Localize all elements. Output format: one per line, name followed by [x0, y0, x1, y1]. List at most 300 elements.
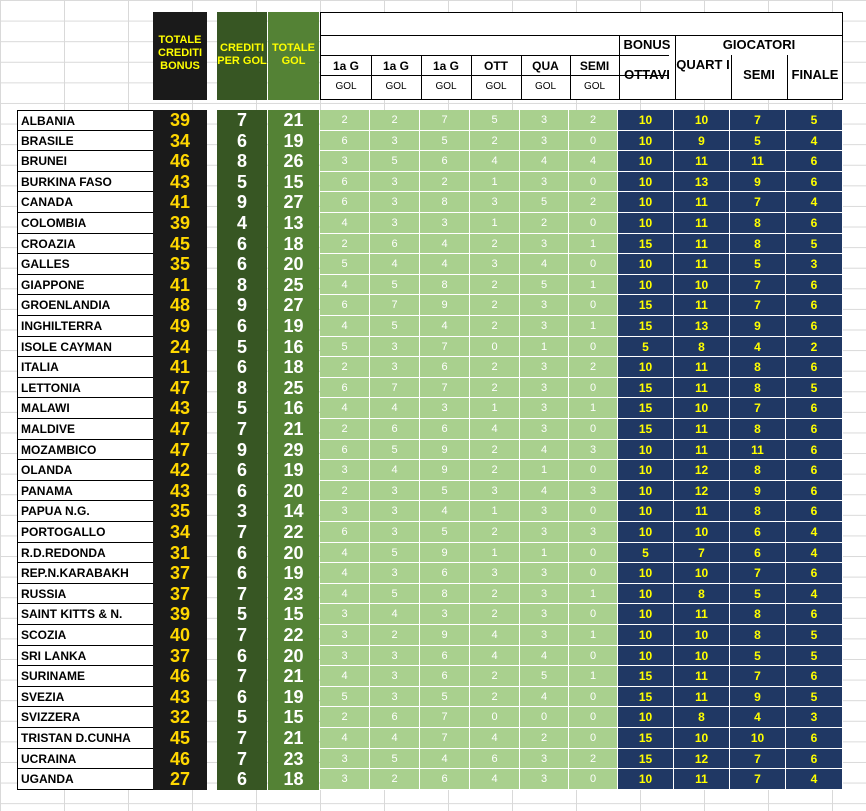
goal-cell[interactable]: 9 — [420, 440, 470, 461]
team-name-cell[interactable]: REP.N.KARABAKH — [17, 563, 154, 584]
goal-cell[interactable]: 4 — [370, 254, 420, 275]
bonus-cell[interactable]: 6 — [786, 604, 843, 625]
goal-cell[interactable]: 9 — [420, 543, 470, 564]
bonus-cell[interactable]: 5 — [618, 543, 674, 564]
team-name-cell[interactable]: TRISTAN D.CUNHA — [17, 728, 154, 749]
goal-cell[interactable]: 4 — [320, 666, 370, 687]
goal-cell[interactable]: 2 — [470, 440, 520, 461]
credits-per-goal-cell[interactable]: 6 — [217, 543, 267, 564]
total-credits-bonus-cell[interactable]: 24 — [153, 337, 207, 358]
table-row[interactable] — [17, 378, 843, 399]
goal-cell[interactable]: 0 — [569, 419, 618, 440]
goal-cell[interactable]: 3 — [370, 646, 420, 667]
table-row[interactable] — [17, 481, 843, 502]
goal-cell[interactable]: 2 — [569, 357, 618, 378]
bonus-cell[interactable]: 15 — [618, 728, 674, 749]
goal-cell[interactable]: 1 — [569, 584, 618, 605]
goal-cell[interactable]: 2 — [470, 584, 520, 605]
total-goals-cell[interactable]: 25 — [268, 275, 319, 296]
total-goals-cell[interactable]: 25 — [268, 378, 319, 399]
credits-per-goal-cell[interactable]: 7 — [217, 625, 267, 646]
total-credits-bonus-cell[interactable]: 43 — [153, 687, 207, 708]
goal-cell[interactable]: 6 — [420, 769, 470, 790]
goal-cell[interactable]: 8 — [420, 275, 470, 296]
goal-cell[interactable]: 2 — [320, 481, 370, 502]
table-row[interactable] — [17, 131, 843, 152]
bonus-cell[interactable]: 10 — [674, 646, 730, 667]
bonus-cell[interactable]: 4 — [786, 769, 843, 790]
goal-cell[interactable]: 2 — [520, 728, 569, 749]
team-name-cell[interactable]: SRI LANKA — [17, 646, 154, 667]
team-name-cell[interactable]: MOZAMBICO — [17, 440, 154, 461]
goal-cell[interactable]: 0 — [569, 563, 618, 584]
goal-cell[interactable]: 3 — [470, 192, 520, 213]
goal-cell[interactable]: 2 — [320, 234, 370, 255]
credits-per-goal-cell[interactable]: 7 — [217, 666, 267, 687]
total-goals-cell[interactable]: 23 — [268, 749, 319, 770]
goal-cell[interactable]: 1 — [520, 543, 569, 564]
bonus-cell[interactable]: 6 — [786, 295, 843, 316]
bonus-cell[interactable]: 11 — [674, 769, 730, 790]
bonus-cell[interactable]: 6 — [786, 481, 843, 502]
bonus-cell[interactable]: 15 — [618, 749, 674, 770]
bonus-cell[interactable]: 7 — [674, 543, 730, 564]
bonus-cell[interactable]: 15 — [618, 666, 674, 687]
goal-cell[interactable]: 0 — [569, 295, 618, 316]
bonus-cell[interactable]: 10 — [618, 275, 674, 296]
goal-cell[interactable]: 5 — [370, 440, 420, 461]
bonus-cell[interactable]: 4 — [786, 522, 843, 543]
total-credits-bonus-cell[interactable]: 48 — [153, 295, 207, 316]
team-name-cell[interactable]: GIAPPONE — [17, 275, 154, 296]
bonus-cell[interactable]: 8 — [730, 378, 786, 399]
bonus-cell[interactable]: 11 — [674, 254, 730, 275]
goal-cell[interactable]: 5 — [320, 687, 370, 708]
goal-cell[interactable]: 3 — [520, 316, 569, 337]
table-row[interactable] — [17, 254, 843, 275]
credits-per-goal-cell[interactable]: 7 — [217, 419, 267, 440]
goal-cell[interactable]: 7 — [370, 295, 420, 316]
table-row[interactable] — [17, 604, 843, 625]
total-goals-cell[interactable]: 19 — [268, 131, 319, 152]
credits-per-goal-cell[interactable]: 9 — [217, 440, 267, 461]
goal-cell[interactable]: 4 — [320, 398, 370, 419]
goal-cell[interactable]: 3 — [420, 398, 470, 419]
goal-cell[interactable]: 7 — [420, 337, 470, 358]
goal-cell[interactable]: 9 — [420, 625, 470, 646]
team-name-cell[interactable]: SAINT KITTS & N. — [17, 604, 154, 625]
credits-per-goal-cell[interactable]: 7 — [217, 522, 267, 543]
goal-cell[interactable]: 4 — [470, 419, 520, 440]
team-name-cell[interactable]: BRUNEI — [17, 151, 154, 172]
credits-per-goal-cell[interactable]: 6 — [217, 646, 267, 667]
header-crediti-per-gol[interactable]: CREDITI PER GOL — [217, 12, 267, 100]
bonus-cell[interactable]: 10 — [618, 707, 674, 728]
goal-cell[interactable]: 4 — [420, 254, 470, 275]
bonus-cell[interactable]: 11 — [674, 151, 730, 172]
header-gol-column[interactable]: QUA — [532, 59, 559, 73]
team-name-cell[interactable]: SVIZZERA — [17, 707, 154, 728]
goal-cell[interactable]: 3 — [520, 584, 569, 605]
bonus-cell[interactable]: 10 — [618, 460, 674, 481]
header-bonus-column[interactable]: SEMI — [743, 67, 775, 82]
bonus-cell[interactable]: 11 — [674, 378, 730, 399]
total-goals-cell[interactable]: 13 — [268, 213, 319, 234]
goal-cell[interactable]: 4 — [470, 625, 520, 646]
credits-per-goal-cell[interactable]: 9 — [217, 295, 267, 316]
goal-cell[interactable]: 4 — [370, 604, 420, 625]
bonus-cell[interactable]: 15 — [618, 316, 674, 337]
bonus-cell[interactable]: 15 — [618, 419, 674, 440]
goal-cell[interactable]: 4 — [520, 481, 569, 502]
goal-cell[interactable]: 3 — [569, 481, 618, 502]
credits-per-goal-cell[interactable]: 8 — [217, 378, 267, 399]
header-gol-column[interactable]: OTT — [484, 59, 508, 73]
total-goals-cell[interactable]: 16 — [268, 337, 319, 358]
goal-cell[interactable]: 6 — [420, 563, 470, 584]
goal-cell[interactable]: 2 — [470, 687, 520, 708]
goal-cell[interactable]: 3 — [470, 563, 520, 584]
bonus-cell[interactable]: 6 — [730, 543, 786, 564]
bonus-cell[interactable]: 12 — [674, 460, 730, 481]
team-name-cell[interactable]: UGANDA — [17, 769, 154, 790]
team-name-cell[interactable]: PANAMA — [17, 481, 154, 502]
bonus-cell[interactable]: 10 — [618, 131, 674, 152]
header-bonus-column[interactable]: OTTAVI — [624, 67, 670, 82]
total-credits-bonus-cell[interactable]: 37 — [153, 646, 207, 667]
table-row[interactable] — [17, 419, 843, 440]
goal-cell[interactable]: 3 — [520, 172, 569, 193]
team-name-cell[interactable]: PORTOGALLO — [17, 522, 154, 543]
goal-cell[interactable]: 0 — [569, 646, 618, 667]
credits-per-goal-cell[interactable]: 8 — [217, 151, 267, 172]
goal-cell[interactable]: 7 — [420, 707, 470, 728]
bonus-cell[interactable]: 7 — [730, 275, 786, 296]
goal-cell[interactable]: 4 — [520, 646, 569, 667]
goal-cell[interactable]: 2 — [470, 378, 520, 399]
bonus-cell[interactable]: 4 — [730, 707, 786, 728]
goal-cell[interactable]: 6 — [370, 707, 420, 728]
goal-cell[interactable]: 5 — [370, 275, 420, 296]
bonus-cell[interactable]: 15 — [618, 295, 674, 316]
goal-cell[interactable]: 4 — [470, 646, 520, 667]
table-row[interactable] — [17, 543, 843, 564]
goal-cell[interactable]: 3 — [370, 481, 420, 502]
goal-cell[interactable]: 1 — [520, 460, 569, 481]
goal-cell[interactable]: 1 — [569, 316, 618, 337]
goal-cell[interactable]: 1 — [569, 625, 618, 646]
bonus-cell[interactable]: 10 — [618, 501, 674, 522]
goal-cell[interactable]: 3 — [520, 604, 569, 625]
goal-cell[interactable]: 3 — [320, 151, 370, 172]
bonus-cell[interactable]: 7 — [730, 110, 786, 131]
bonus-cell[interactable]: 8 — [674, 707, 730, 728]
goal-cell[interactable]: 0 — [520, 707, 569, 728]
total-goals-cell[interactable]: 21 — [268, 666, 319, 687]
team-name-cell[interactable]: ITALIA — [17, 357, 154, 378]
bonus-cell[interactable]: 6 — [786, 151, 843, 172]
total-credits-bonus-cell[interactable]: 43 — [153, 481, 207, 502]
goal-cell[interactable]: 3 — [520, 501, 569, 522]
table-row[interactable] — [17, 275, 843, 296]
goal-cell[interactable]: 3 — [520, 563, 569, 584]
header-bonus-column[interactable]: QUART I — [676, 57, 730, 72]
total-goals-cell[interactable]: 20 — [268, 254, 319, 275]
goal-cell[interactable]: 4 — [320, 275, 370, 296]
goal-cell[interactable]: 2 — [320, 419, 370, 440]
bonus-cell[interactable]: 5 — [786, 625, 843, 646]
bonus-cell[interactable]: 7 — [730, 769, 786, 790]
table-row[interactable] — [17, 707, 843, 728]
goal-cell[interactable]: 4 — [420, 234, 470, 255]
goal-cell[interactable]: 6 — [370, 234, 420, 255]
total-credits-bonus-cell[interactable]: 37 — [153, 563, 207, 584]
total-goals-cell[interactable]: 15 — [268, 172, 319, 193]
bonus-cell[interactable]: 6 — [786, 398, 843, 419]
bonus-cell[interactable]: 6 — [786, 460, 843, 481]
bonus-cell[interactable]: 4 — [786, 131, 843, 152]
table-row[interactable] — [17, 666, 843, 687]
total-goals-cell[interactable]: 27 — [268, 192, 319, 213]
bonus-cell[interactable]: 11 — [730, 151, 786, 172]
bonus-cell[interactable]: 8 — [730, 501, 786, 522]
table-row[interactable] — [17, 337, 843, 358]
bonus-cell[interactable]: 7 — [730, 398, 786, 419]
table-row[interactable] — [17, 749, 843, 770]
goal-cell[interactable]: 4 — [520, 151, 569, 172]
goal-cell[interactable]: 3 — [470, 481, 520, 502]
header-giocatori[interactable]: GIOCATORI — [722, 37, 796, 52]
total-credits-bonus-cell[interactable]: 39 — [153, 604, 207, 625]
goal-cell[interactable]: 5 — [470, 110, 520, 131]
bonus-cell[interactable]: 12 — [674, 749, 730, 770]
goal-cell[interactable]: 5 — [370, 316, 420, 337]
total-credits-bonus-cell[interactable]: 46 — [153, 666, 207, 687]
goal-cell[interactable]: 3 — [520, 398, 569, 419]
table-row[interactable] — [17, 625, 843, 646]
table-row[interactable] — [17, 357, 843, 378]
credits-per-goal-cell[interactable]: 5 — [217, 398, 267, 419]
total-goals-cell[interactable]: 18 — [268, 357, 319, 378]
bonus-cell[interactable]: 9 — [674, 131, 730, 152]
goal-cell[interactable]: 5 — [420, 522, 470, 543]
goal-cell[interactable]: 1 — [520, 337, 569, 358]
goal-cell[interactable]: 5 — [520, 192, 569, 213]
goal-cell[interactable]: 2 — [470, 357, 520, 378]
bonus-cell[interactable]: 9 — [730, 481, 786, 502]
table-row[interactable] — [17, 563, 843, 584]
total-goals-cell[interactable]: 18 — [268, 769, 319, 790]
goal-cell[interactable]: 5 — [370, 584, 420, 605]
team-name-cell[interactable]: MALAWI — [17, 398, 154, 419]
goal-cell[interactable]: 1 — [470, 501, 520, 522]
bonus-cell[interactable]: 5 — [618, 337, 674, 358]
bonus-cell[interactable]: 6 — [730, 522, 786, 543]
total-goals-cell[interactable]: 27 — [268, 295, 319, 316]
goal-cell[interactable]: 2 — [470, 666, 520, 687]
goal-cell[interactable]: 2 — [569, 192, 618, 213]
bonus-cell[interactable]: 10 — [674, 275, 730, 296]
goal-cell[interactable]: 5 — [420, 481, 470, 502]
table-row[interactable] — [17, 213, 843, 234]
bonus-cell[interactable]: 10 — [674, 625, 730, 646]
goal-cell[interactable]: 0 — [569, 172, 618, 193]
team-name-cell[interactable]: RUSSIA — [17, 584, 154, 605]
total-goals-cell[interactable]: 26 — [268, 151, 319, 172]
goal-cell[interactable]: 0 — [569, 460, 618, 481]
goal-cell[interactable]: 4 — [320, 543, 370, 564]
team-name-cell[interactable]: UCRAINA — [17, 749, 154, 770]
bonus-cell[interactable]: 11 — [730, 440, 786, 461]
header-gol-column[interactable]: 1a G — [332, 59, 359, 73]
bonus-cell[interactable]: 5 — [730, 646, 786, 667]
table-row[interactable] — [17, 501, 843, 522]
goal-cell[interactable]: 1 — [470, 398, 520, 419]
goal-cell[interactable]: 0 — [569, 378, 618, 399]
bonus-cell[interactable]: 6 — [786, 172, 843, 193]
credits-per-goal-cell[interactable]: 7 — [217, 584, 267, 605]
bonus-cell[interactable]: 8 — [730, 460, 786, 481]
table-row[interactable] — [17, 110, 843, 131]
bonus-cell[interactable]: 10 — [618, 604, 674, 625]
goal-cell[interactable]: 7 — [420, 110, 470, 131]
goal-cell[interactable]: 4 — [470, 728, 520, 749]
team-name-cell[interactable]: BRASILE — [17, 131, 154, 152]
credits-per-goal-cell[interactable]: 7 — [217, 749, 267, 770]
bonus-cell[interactable]: 5 — [786, 378, 843, 399]
table-row[interactable] — [17, 522, 843, 543]
bonus-cell[interactable]: 10 — [618, 481, 674, 502]
bonus-cell[interactable]: 7 — [730, 666, 786, 687]
total-goals-cell[interactable]: 19 — [268, 687, 319, 708]
goal-cell[interactable]: 2 — [520, 213, 569, 234]
total-goals-cell[interactable]: 29 — [268, 440, 319, 461]
total-goals-cell[interactable]: 20 — [268, 646, 319, 667]
bonus-cell[interactable]: 8 — [674, 584, 730, 605]
bonus-cell[interactable]: 6 — [786, 501, 843, 522]
total-goals-cell[interactable]: 15 — [268, 604, 319, 625]
total-goals-cell[interactable]: 23 — [268, 584, 319, 605]
bonus-cell[interactable]: 7 — [730, 563, 786, 584]
team-name-cell[interactable]: CROAZIA — [17, 234, 154, 255]
goal-cell[interactable]: 6 — [320, 192, 370, 213]
bonus-cell[interactable]: 10 — [618, 151, 674, 172]
team-name-cell[interactable]: CANADA — [17, 192, 154, 213]
header-bonus-column[interactable]: FINALE — [791, 67, 839, 82]
total-goals-cell[interactable]: 20 — [268, 481, 319, 502]
credits-per-goal-cell[interactable]: 6 — [217, 687, 267, 708]
bonus-cell[interactable]: 10 — [674, 522, 730, 543]
team-name-cell[interactable]: SVEZIA — [17, 687, 154, 708]
total-credits-bonus-cell[interactable]: 41 — [153, 357, 207, 378]
goal-cell[interactable]: 4 — [320, 316, 370, 337]
goal-cell[interactable]: 4 — [370, 460, 420, 481]
goal-cell[interactable]: 1 — [569, 234, 618, 255]
goal-cell[interactable]: 6 — [420, 357, 470, 378]
credits-per-goal-cell[interactable]: 6 — [217, 357, 267, 378]
goal-cell[interactable]: 0 — [569, 131, 618, 152]
total-credits-bonus-cell[interactable]: 32 — [153, 707, 207, 728]
total-goals-cell[interactable]: 14 — [268, 501, 319, 522]
bonus-cell[interactable]: 10 — [618, 646, 674, 667]
goal-cell[interactable]: 7 — [420, 728, 470, 749]
team-name-cell[interactable]: MALDIVE — [17, 419, 154, 440]
bonus-cell[interactable]: 11 — [674, 440, 730, 461]
goal-cell[interactable]: 0 — [569, 501, 618, 522]
team-name-cell[interactable]: R.D.REDONDA — [17, 543, 154, 564]
header-totale-crediti-bonus[interactable]: TOTALE CREDITI BONUS — [153, 12, 207, 100]
bonus-cell[interactable]: 8 — [730, 234, 786, 255]
credits-per-goal-cell[interactable]: 6 — [217, 769, 267, 790]
header-gol-column[interactable]: SEMI — [579, 59, 610, 73]
credits-per-goal-cell[interactable]: 7 — [217, 728, 267, 749]
table-row[interactable] — [17, 460, 843, 481]
total-credits-bonus-cell[interactable]: 45 — [153, 728, 207, 749]
goal-cell[interactable]: 5 — [370, 749, 420, 770]
bonus-cell[interactable]: 9 — [730, 316, 786, 337]
bonus-cell[interactable]: 7 — [730, 192, 786, 213]
total-credits-bonus-cell[interactable]: 47 — [153, 419, 207, 440]
goal-cell[interactable]: 6 — [320, 172, 370, 193]
bonus-cell[interactable]: 9 — [730, 687, 786, 708]
goal-cell[interactable]: 1 — [470, 172, 520, 193]
bonus-cell[interactable]: 15 — [618, 234, 674, 255]
goal-cell[interactable]: 5 — [370, 151, 420, 172]
bonus-cell[interactable]: 10 — [618, 213, 674, 234]
bonus-cell[interactable]: 13 — [674, 172, 730, 193]
goal-cell[interactable]: 0 — [569, 687, 618, 708]
goal-cell[interactable]: 4 — [420, 749, 470, 770]
bonus-cell[interactable]: 4 — [730, 337, 786, 358]
bonus-cell[interactable]: 11 — [674, 419, 730, 440]
bonus-cell[interactable]: 10 — [618, 625, 674, 646]
goal-cell[interactable]: 3 — [370, 337, 420, 358]
bonus-cell[interactable]: 8 — [730, 213, 786, 234]
total-credits-bonus-cell[interactable]: 40 — [153, 625, 207, 646]
goal-cell[interactable]: 3 — [370, 501, 420, 522]
goal-cell[interactable]: 3 — [569, 522, 618, 543]
credits-per-goal-cell[interactable]: 5 — [217, 172, 267, 193]
bonus-cell[interactable]: 5 — [786, 646, 843, 667]
bonus-cell[interactable]: 11 — [674, 501, 730, 522]
total-credits-bonus-cell[interactable]: 47 — [153, 440, 207, 461]
team-name-cell[interactable]: LETTONIA — [17, 378, 154, 399]
credits-per-goal-cell[interactable]: 6 — [217, 234, 267, 255]
team-name-cell[interactable]: SURINAME — [17, 666, 154, 687]
credits-per-goal-cell[interactable]: 3 — [217, 501, 267, 522]
bonus-cell[interactable]: 10 — [618, 172, 674, 193]
credits-per-goal-cell[interactable]: 6 — [217, 316, 267, 337]
bonus-cell[interactable]: 4 — [786, 584, 843, 605]
total-goals-cell[interactable]: 21 — [268, 728, 319, 749]
bonus-cell[interactable]: 11 — [674, 213, 730, 234]
goal-cell[interactable]: 6 — [370, 419, 420, 440]
goal-cell[interactable]: 2 — [470, 522, 520, 543]
goal-cell[interactable]: 3 — [569, 440, 618, 461]
total-credits-bonus-cell[interactable]: 43 — [153, 398, 207, 419]
goal-cell[interactable]: 4 — [569, 151, 618, 172]
total-credits-bonus-cell[interactable]: 45 — [153, 234, 207, 255]
bonus-cell[interactable]: 15 — [618, 378, 674, 399]
total-credits-bonus-cell[interactable]: 42 — [153, 460, 207, 481]
bonus-cell[interactable]: 10 — [674, 110, 730, 131]
goal-cell[interactable]: 3 — [370, 213, 420, 234]
bonus-cell[interactable]: 10 — [674, 563, 730, 584]
goal-cell[interactable]: 1 — [470, 543, 520, 564]
bonus-cell[interactable]: 11 — [674, 192, 730, 213]
bonus-cell[interactable]: 10 — [618, 563, 674, 584]
total-credits-bonus-cell[interactable]: 34 — [153, 131, 207, 152]
